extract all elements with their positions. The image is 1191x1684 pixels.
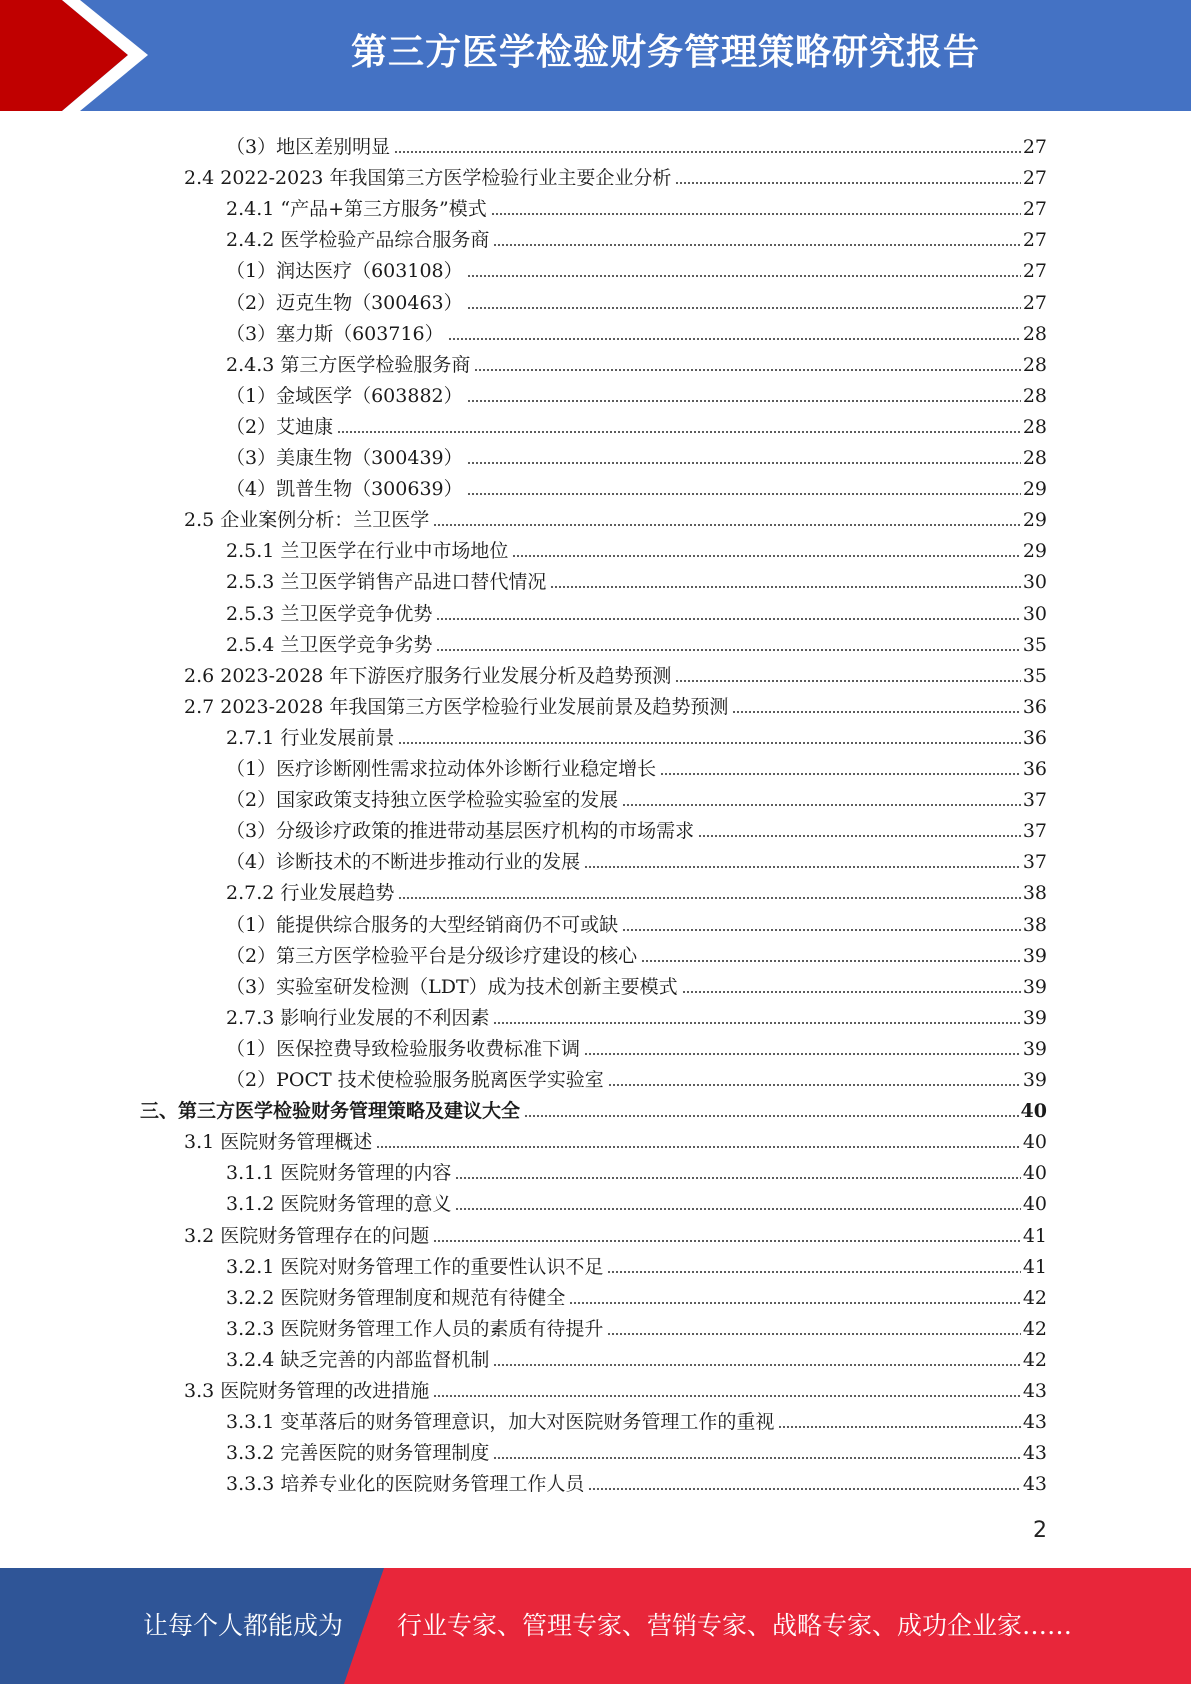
toc-entry-page: 28 bbox=[1022, 447, 1047, 469]
toc-entry[interactable] bbox=[184, 1123, 1047, 1154]
toc-entry[interactable] bbox=[226, 377, 1047, 408]
toc-entry-title: 2.4 2022-2023 年我国第三方医学检验行业主要企业分析 bbox=[184, 167, 672, 190]
toc-entry[interactable] bbox=[226, 1154, 1047, 1185]
toc-entry-page: 29 bbox=[1022, 540, 1047, 563]
toc-entry-page: 39 bbox=[1022, 1037, 1047, 1060]
toc-dot-leader bbox=[641, 959, 1021, 963]
toc-entry-title: 2.4.2 医学检验产品综合服务商 bbox=[226, 229, 490, 252]
page-number: 2 bbox=[1033, 1518, 1047, 1543]
toc-entry-page: 35 bbox=[1022, 664, 1047, 687]
toc-dot-leader bbox=[660, 772, 1021, 776]
toc-entry[interactable] bbox=[226, 595, 1047, 626]
toc-entry[interactable] bbox=[226, 1465, 1047, 1496]
toc-entry-page: 43 bbox=[1022, 1442, 1047, 1465]
toc-dot-leader bbox=[398, 741, 1020, 745]
toc-entry-page: 27 bbox=[1022, 291, 1047, 314]
toc-entry[interactable] bbox=[184, 159, 1047, 190]
toc-entry-title: 2.5.3 兰卫医学竞争优势 bbox=[226, 602, 433, 625]
toc-entry[interactable] bbox=[226, 999, 1047, 1030]
toc-entry[interactable] bbox=[226, 315, 1047, 346]
toc-entry-page: 36 bbox=[1022, 695, 1047, 718]
toc-entry[interactable] bbox=[226, 470, 1047, 501]
toc-dot-leader bbox=[433, 1239, 1021, 1243]
toc-entry[interactable] bbox=[226, 1185, 1047, 1216]
toc-entry[interactable] bbox=[226, 532, 1047, 563]
toc-entry[interactable] bbox=[226, 750, 1047, 781]
toc-entry-title: （2）迈克生物（300463） bbox=[226, 291, 463, 314]
toc-entry-page: 28 bbox=[1022, 384, 1047, 407]
toc-entry-page: 41 bbox=[1022, 1255, 1047, 1278]
toc-entry-page: 27 bbox=[1022, 198, 1047, 221]
toc-entry-page: 43 bbox=[1022, 1380, 1047, 1402]
toc-entry-page: 37 bbox=[1022, 789, 1047, 812]
toc-dot-leader bbox=[474, 368, 1020, 372]
toc-entry-title: 2.7.3 影响行业发展的不利因素 bbox=[226, 1006, 490, 1029]
toc-entry-title: 2.5.4 兰卫医学竞争劣势 bbox=[226, 633, 433, 656]
toc-entry-page: 27 bbox=[1022, 229, 1047, 252]
toc-entry-title: 3.2.3 医院财务管理工作人员的素质有待提升 bbox=[226, 1317, 604, 1340]
toc-dot-leader bbox=[337, 430, 1021, 434]
toc-entry-title: 3.3 医院财务管理的改进措施 bbox=[184, 1380, 430, 1402]
toc-entry-page: 38 bbox=[1022, 913, 1047, 936]
toc-entry[interactable] bbox=[226, 408, 1047, 439]
toc-entry-title: （3）美康生物（300439） bbox=[226, 447, 463, 469]
toc-entry-title: （1）润达医疗（603108） bbox=[226, 260, 463, 283]
toc-entry[interactable] bbox=[226, 781, 1047, 812]
toc-dot-leader bbox=[698, 834, 1021, 838]
toc-entry-title: （2）国家政策支持独立医学检验实验室的发展 bbox=[226, 789, 619, 812]
toc-entry-page: 43 bbox=[1022, 1411, 1047, 1434]
toc-entry[interactable] bbox=[226, 906, 1047, 937]
toc-dot-leader bbox=[682, 990, 1021, 994]
toc-entry-page: 28 bbox=[1022, 322, 1047, 345]
toc-entry[interactable] bbox=[226, 284, 1047, 315]
toc-entry-page: 42 bbox=[1022, 1286, 1047, 1309]
toc-entry[interactable] bbox=[226, 1279, 1047, 1310]
toc-dot-leader bbox=[394, 150, 1021, 154]
toc-dot-leader bbox=[493, 1456, 1020, 1460]
toc-entry-title: 3.2 医院财务管理存在的问题 bbox=[184, 1224, 430, 1247]
toc-entry-page: 40 bbox=[1022, 1193, 1047, 1216]
toc-entry-page: 36 bbox=[1022, 726, 1047, 749]
toc-entry-title: 3.1 医院财务管理概述 bbox=[184, 1131, 373, 1154]
toc-dot-leader bbox=[675, 181, 1020, 185]
toc-entry-page: 43 bbox=[1022, 1473, 1047, 1496]
toc-entry-title: 3.2.2 医院财务管理制度和规范有待健全 bbox=[226, 1286, 566, 1309]
toc-entry-title: （3）塞力斯（603716） bbox=[226, 322, 444, 345]
toc-entry[interactable] bbox=[226, 843, 1047, 874]
toc-entry-page: 38 bbox=[1022, 882, 1047, 905]
toc-entry-page: 37 bbox=[1022, 820, 1047, 843]
toc-entry[interactable] bbox=[226, 626, 1047, 657]
toc-entry[interactable] bbox=[226, 968, 1047, 999]
toc-dot-leader bbox=[607, 1270, 1020, 1274]
toc-entry-page: 39 bbox=[1022, 975, 1047, 998]
toc-entry-page: 27 bbox=[1022, 167, 1047, 190]
toc-dot-leader bbox=[608, 1083, 1021, 1087]
toc-entry-title: 2.7.2 行业发展趋势 bbox=[226, 882, 395, 905]
toc-entry[interactable] bbox=[184, 657, 1047, 688]
toc-dot-leader bbox=[448, 337, 1021, 341]
toc-dot-leader bbox=[524, 1114, 1019, 1118]
toc-entry-title: （2）艾迪康 bbox=[226, 415, 334, 438]
toc-entry-title: （1）医疗诊断刚性需求拉动体外诊断行业稳定增长 bbox=[226, 758, 657, 780]
toc-entry-page: 30 bbox=[1022, 571, 1047, 594]
toc-dot-leader bbox=[607, 1332, 1020, 1336]
toc-entry[interactable] bbox=[226, 1248, 1047, 1279]
toc-entry[interactable] bbox=[184, 1372, 1047, 1403]
toc-entry[interactable] bbox=[226, 1403, 1047, 1434]
toc-entry-title: （1）金域医学（603882） bbox=[226, 384, 463, 407]
toc-entry-title: 3.3.3 培养专业化的医院财务管理工作人员 bbox=[226, 1473, 585, 1496]
toc-entry[interactable] bbox=[226, 346, 1047, 377]
toc-dot-leader bbox=[467, 399, 1021, 403]
toc-entry[interactable] bbox=[226, 1030, 1047, 1061]
toc-dot-leader bbox=[778, 1425, 1020, 1429]
footer-slogan-left: 让每个人都能成为 bbox=[143, 1611, 344, 1640]
footer-slogan-right: 行业专家、管理专家、营销专家、战略专家、成功企业家…… bbox=[397, 1611, 1073, 1640]
toc-dot-leader bbox=[493, 1021, 1020, 1025]
page-footer bbox=[0, 1568, 1191, 1684]
toc-entry-page: 30 bbox=[1022, 602, 1047, 625]
toc-entry[interactable] bbox=[184, 688, 1047, 719]
toc-entry-title: 2.6 2023-2028 年下游医疗服务行业发展分析及趋势预测 bbox=[184, 664, 672, 687]
toc-entry[interactable] bbox=[226, 1061, 1047, 1092]
toc-dot-leader bbox=[491, 212, 1021, 216]
toc-entry-title: 3.3.2 完善医院的财务管理制度 bbox=[226, 1442, 490, 1465]
toc-entry[interactable] bbox=[226, 937, 1047, 968]
page-header bbox=[0, 0, 1191, 111]
toc-entry-page: 42 bbox=[1022, 1348, 1047, 1371]
toc-entry[interactable] bbox=[226, 874, 1047, 905]
toc-dot-leader bbox=[433, 523, 1021, 527]
toc-dot-leader bbox=[622, 928, 1021, 932]
toc-dot-leader bbox=[493, 243, 1020, 247]
toc-entry-page: 40 bbox=[1022, 1162, 1047, 1185]
toc-entry-page: 41 bbox=[1022, 1224, 1047, 1247]
toc-entry[interactable] bbox=[226, 221, 1047, 252]
toc-entry-title: 2.5.3 兰卫医学销售产品进口替代情况 bbox=[226, 571, 547, 594]
toc-entry-page: 42 bbox=[1022, 1317, 1047, 1340]
toc-dot-leader bbox=[493, 1363, 1020, 1367]
report-title: 第三方医学检验财务管理策略研究报告 bbox=[350, 32, 980, 73]
toc-dot-leader bbox=[622, 803, 1021, 807]
toc-entry[interactable] bbox=[226, 812, 1047, 843]
toc-entry-page: 28 bbox=[1022, 353, 1047, 376]
toc-entry-page: 39 bbox=[1022, 1069, 1047, 1091]
toc-entry-page: 28 bbox=[1022, 415, 1047, 438]
toc-dot-leader bbox=[467, 461, 1021, 465]
toc-entry-page: 27 bbox=[1022, 260, 1047, 283]
toc-entry-title: （4）诊断技术的不断进步推动行业的发展 bbox=[226, 851, 581, 874]
toc-entry-page: 35 bbox=[1022, 633, 1047, 656]
toc-dot-leader bbox=[675, 679, 1020, 683]
toc-entry-title: （3）分级诊疗政策的推进带动基层医疗机构的市场需求 bbox=[226, 820, 695, 843]
toc-entry-title: （3）地区差别明显 bbox=[226, 136, 391, 158]
toc-entry-title: （3）实验室研发检测（LDT）成为技术创新主要模式 bbox=[226, 975, 678, 998]
toc-entry-title: 3.3.1 变革落后的财务管理意识，加大对医院财务管理工作的重视 bbox=[226, 1411, 775, 1434]
toc-entry-page: 39 bbox=[1022, 1006, 1047, 1029]
toc-dot-leader bbox=[732, 710, 1020, 714]
toc-entry-title: 2.5 企业案例分析：兰卫医学 bbox=[184, 509, 430, 532]
toc-dot-leader bbox=[455, 1207, 1020, 1211]
toc-entry-title: 2.4.3 第三方医学检验服务商 bbox=[226, 353, 471, 376]
toc-entry-page: 39 bbox=[1022, 944, 1047, 967]
toc-dot-leader bbox=[588, 1487, 1020, 1491]
toc-entry-page: 37 bbox=[1022, 851, 1047, 874]
toc-dot-leader bbox=[569, 1301, 1020, 1305]
toc-dot-leader bbox=[467, 492, 1021, 496]
toc-entry[interactable] bbox=[184, 501, 1047, 532]
toc-entry[interactable] bbox=[226, 252, 1047, 283]
toc-dot-leader bbox=[550, 585, 1020, 589]
toc-entry-page: 27 bbox=[1022, 136, 1047, 158]
toc-entry-title: 3.2.1 医院对财务管理工作的重要性认识不足 bbox=[226, 1255, 604, 1278]
toc-dot-leader bbox=[455, 1176, 1020, 1180]
toc-entry-title: 2.7.1 行业发展前景 bbox=[226, 726, 395, 749]
toc-entry[interactable] bbox=[140, 1092, 1047, 1123]
toc-dot-leader bbox=[436, 617, 1020, 621]
toc-entry-title: 2.7 2023-2028 年我国第三方医学检验行业发展前景及趋势预测 bbox=[184, 695, 729, 718]
toc-dot-leader bbox=[376, 1145, 1021, 1149]
toc-entry-title: 2.5.1 兰卫医学在行业中市场地位 bbox=[226, 540, 509, 563]
toc-dot-leader bbox=[467, 306, 1021, 310]
toc-entry-title: 三、第三方医学检验财务管理策略及建议大全 bbox=[140, 1100, 521, 1123]
toc-entry-title: （1）能提供综合服务的大型经销商仍不可或缺 bbox=[226, 913, 619, 936]
toc-entry-page: 29 bbox=[1022, 478, 1047, 501]
toc-entry-title: 3.1.1 医院财务管理的内容 bbox=[226, 1162, 452, 1185]
toc-dot-leader bbox=[433, 1394, 1021, 1398]
toc-entry-page: 40 bbox=[1022, 1131, 1047, 1154]
toc-entry-page: 40 bbox=[1020, 1100, 1047, 1123]
toc-dot-leader bbox=[584, 1052, 1021, 1056]
toc-entry[interactable] bbox=[226, 563, 1047, 594]
toc-dot-leader bbox=[436, 648, 1020, 652]
toc-entry-title: （1）医保控费导致检验服务收费标准下调 bbox=[226, 1037, 581, 1060]
toc-entry[interactable] bbox=[226, 1341, 1047, 1372]
toc-entry-title: （4）凯普生物（300639） bbox=[226, 478, 463, 501]
toc-entry-page: 29 bbox=[1022, 509, 1047, 532]
toc-entry[interactable] bbox=[184, 1217, 1047, 1248]
toc-dot-leader bbox=[398, 896, 1020, 900]
toc-entry-title: 3.2.4 缺乏完善的内部监督机制 bbox=[226, 1348, 490, 1371]
toc-entry[interactable] bbox=[226, 439, 1047, 470]
toc-entry[interactable] bbox=[226, 128, 1047, 159]
toc-entry-title: （2）POCT 技术使检验服务脱离医学实验室 bbox=[226, 1069, 604, 1091]
toc-entry[interactable] bbox=[226, 1310, 1047, 1341]
toc-dot-leader bbox=[467, 274, 1021, 278]
toc-entry[interactable] bbox=[226, 719, 1047, 750]
toc-entry-title: （2）第三方医学检验平台是分级诊疗建设的核心 bbox=[226, 944, 638, 967]
toc-entry-title: 3.1.2 医院财务管理的意义 bbox=[226, 1193, 452, 1216]
toc-dot-leader bbox=[584, 865, 1021, 869]
header-arrow-decoration bbox=[0, 0, 200, 111]
toc-entry[interactable] bbox=[226, 190, 1047, 221]
toc-entry-page: 36 bbox=[1022, 758, 1047, 780]
toc-entry-title: 2.4.1 “产品+第三方服务”模式 bbox=[226, 198, 487, 221]
toc-entry[interactable] bbox=[226, 1434, 1047, 1465]
toc-dot-leader bbox=[512, 554, 1020, 558]
